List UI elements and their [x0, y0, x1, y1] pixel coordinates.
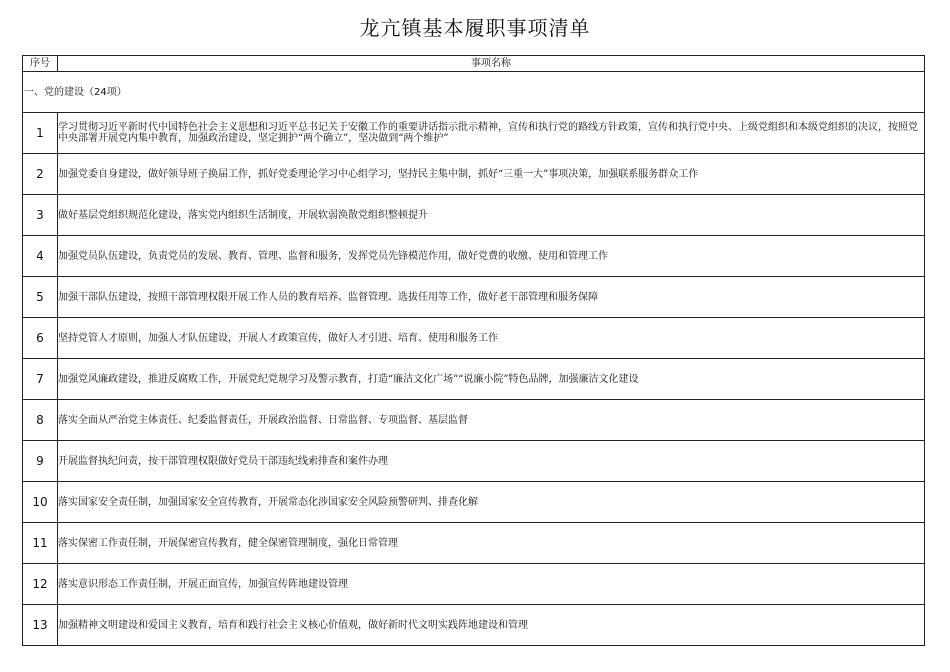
row-number: 7	[23, 359, 58, 400]
row-number: 8	[23, 400, 58, 441]
table-row	[23, 236, 925, 277]
header-name: 事项名称	[58, 56, 925, 72]
table-row	[23, 154, 925, 195]
header-no: 序号	[23, 56, 58, 72]
row-number: 4	[23, 236, 58, 277]
row-duty-name: 落实意识形态工作责任制，开展正面宣传，加强宣传阵地建设管理	[58, 564, 925, 605]
row-duty-name: 加强党员队伍建设，负责党员的发展、教育、管理、监督和服务，发挥党员先锋模范作用，做好党费的收缴、使用和管理工作	[58, 236, 925, 277]
table-row	[23, 605, 925, 646]
table-row	[23, 564, 925, 605]
duties-table	[22, 55, 925, 646]
table-row	[23, 113, 925, 154]
row-duty-name: 加强党委自身建设，做好领导班子换届工作，抓好党委理论学习中心组学习，坚持民主集中制，抓好“三重一大”事项决策，加强联系服务群众工作	[58, 154, 925, 195]
section-title: 一、党的建设（24项）	[23, 72, 925, 113]
row-number: 9	[23, 441, 58, 482]
row-duty-name: 加强干部队伍建设，按照干部管理权限开展工作人员的教育培养、监督管理、选拔任用等工作，做好老干部管理和服务保障	[58, 277, 925, 318]
row-number: 6	[23, 318, 58, 359]
row-number: 12	[23, 564, 58, 605]
table-row	[23, 523, 925, 564]
table-row	[23, 482, 925, 523]
row-duty-name: 加强党风廉政建设，推进反腐败工作，开展党纪党规学习及警示教育，打造“廉洁文化广场”“说廉小院”特色品牌，加强廉洁文化建设	[58, 359, 925, 400]
row-duty-name: 坚持党管人才原则，加强人才队伍建设，开展人才政策宣传，做好人才引进、培育、使用和服务工作	[58, 318, 925, 359]
row-duty-name: 开展监督执纪问责，按干部管理权限做好党员干部违纪线索排查和案件办理	[58, 441, 925, 482]
row-number: 10	[23, 482, 58, 523]
row-number: 2	[23, 154, 58, 195]
table-row	[23, 359, 925, 400]
row-duty-name: 做好基层党组织规范化建设，落实党内组织生活制度，开展软弱涣散党组织整顿提升	[58, 195, 925, 236]
row-duty-name: 落实保密工作责任制，开展保密宣传教育，健全保密管理制度，强化日常管理	[58, 523, 925, 564]
page-title: 龙亢镇基本履职事项清单	[359, 16, 591, 40]
row-duty-name: 加强精神文明建设和爱国主义教育，培育和践行社会主义核心价值观，做好新时代文明实践阵地建设和管理	[58, 605, 925, 646]
row-duty-name: 落实国家安全责任制，加强国家安全宣传教育，开展常态化涉国家安全风险预警研判、排查化解	[58, 482, 925, 523]
table-row	[23, 400, 925, 441]
row-number: 11	[23, 523, 58, 564]
row-number: 13	[23, 605, 58, 646]
row-number: 1	[23, 113, 58, 154]
row-duty-name: 落实全面从严治党主体责任、纪委监督责任，开展政治监督、日常监督、专项监督、基层监督	[58, 400, 925, 441]
row-number: 5	[23, 277, 58, 318]
table-row	[23, 277, 925, 318]
table-row	[23, 318, 925, 359]
row-number: 3	[23, 195, 58, 236]
table-row	[23, 195, 925, 236]
duties-table-body	[23, 56, 925, 646]
table-row	[23, 441, 925, 482]
row-duty-name: 学习贯彻习近平新时代中国特色社会主义思想和习近平总书记关于安徽工作的重要讲话指示批示精神，宣传和执行党的路线方针政策，宣传和执行党中央、上级党组织和本级党组织的决议，按照党中央部署开展党内集中教育，加强政治建设，坚定拥护“两个确立”，坚决做到“两个维护”	[58, 113, 925, 154]
table-header-row	[23, 56, 925, 72]
section-row	[23, 72, 925, 113]
